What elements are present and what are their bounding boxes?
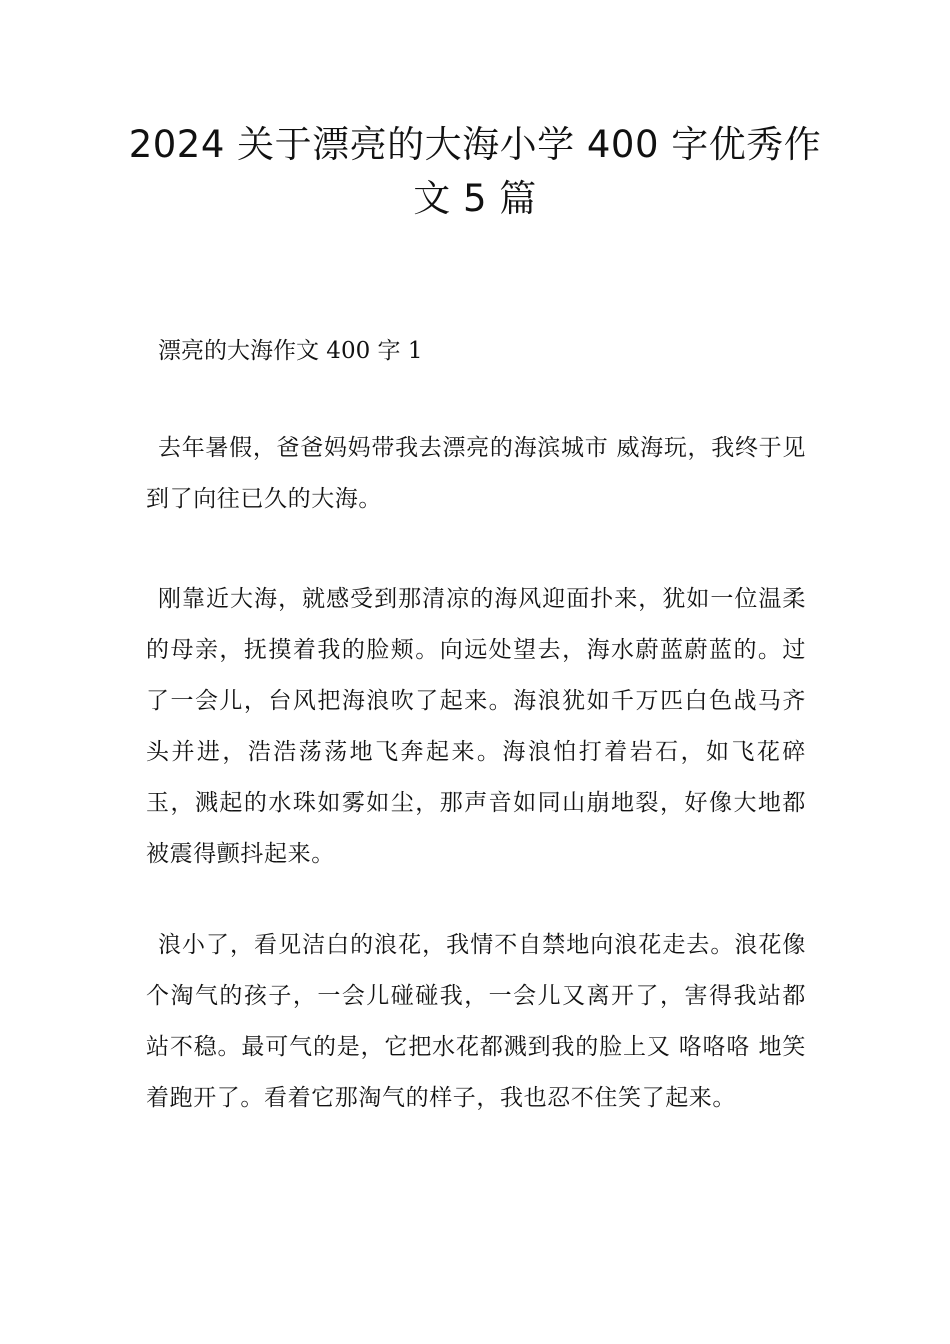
document-title bbox=[120, 118, 830, 226]
section-heading: 漂亮的大海作文 400 字 1 bbox=[158, 338, 423, 364]
title-line-1: 2024 关于漂亮的大海小学 400 字优秀作 bbox=[128, 123, 822, 166]
paragraph-1: 去年暑假，爸爸妈妈带我去漂亮的海滨城市 威海玩，我终于见到了向往已久的大海。 bbox=[146, 435, 806, 512]
paragraph-3: 浪小了，看见洁白的浪花，我情不自禁地向浪花走去。浪花像个淘气的孩子，一会儿碰碰我，一会儿又离开了，害得我站都站不稳。最可气的是，它把水花都溅到我的脸上又 咯咯咯 地笑着跑开了。看着它那淘气的样子，我也忍不住笑了起来。 bbox=[146, 932, 806, 1111]
paragraph-2: 刚靠近大海，就感受到那清凉的海风迎面扑来，犹如一位温柔的母亲，抚摸着我的脸颊。向远处望去，海水蔚蓝蔚蓝的。过了一会儿，台风把海浪吹了起来。海浪犹如千万匹白色战马齐头并进，浩浩荡荡地飞奔起来。海浪怕打着岩石，如飞花碎玉，溅起的水珠如雾如尘，那声音如同山崩地裂，好像大地都被震得颤抖起来。 bbox=[146, 586, 806, 867]
title-line-2: 文 5 篇 bbox=[413, 177, 537, 220]
